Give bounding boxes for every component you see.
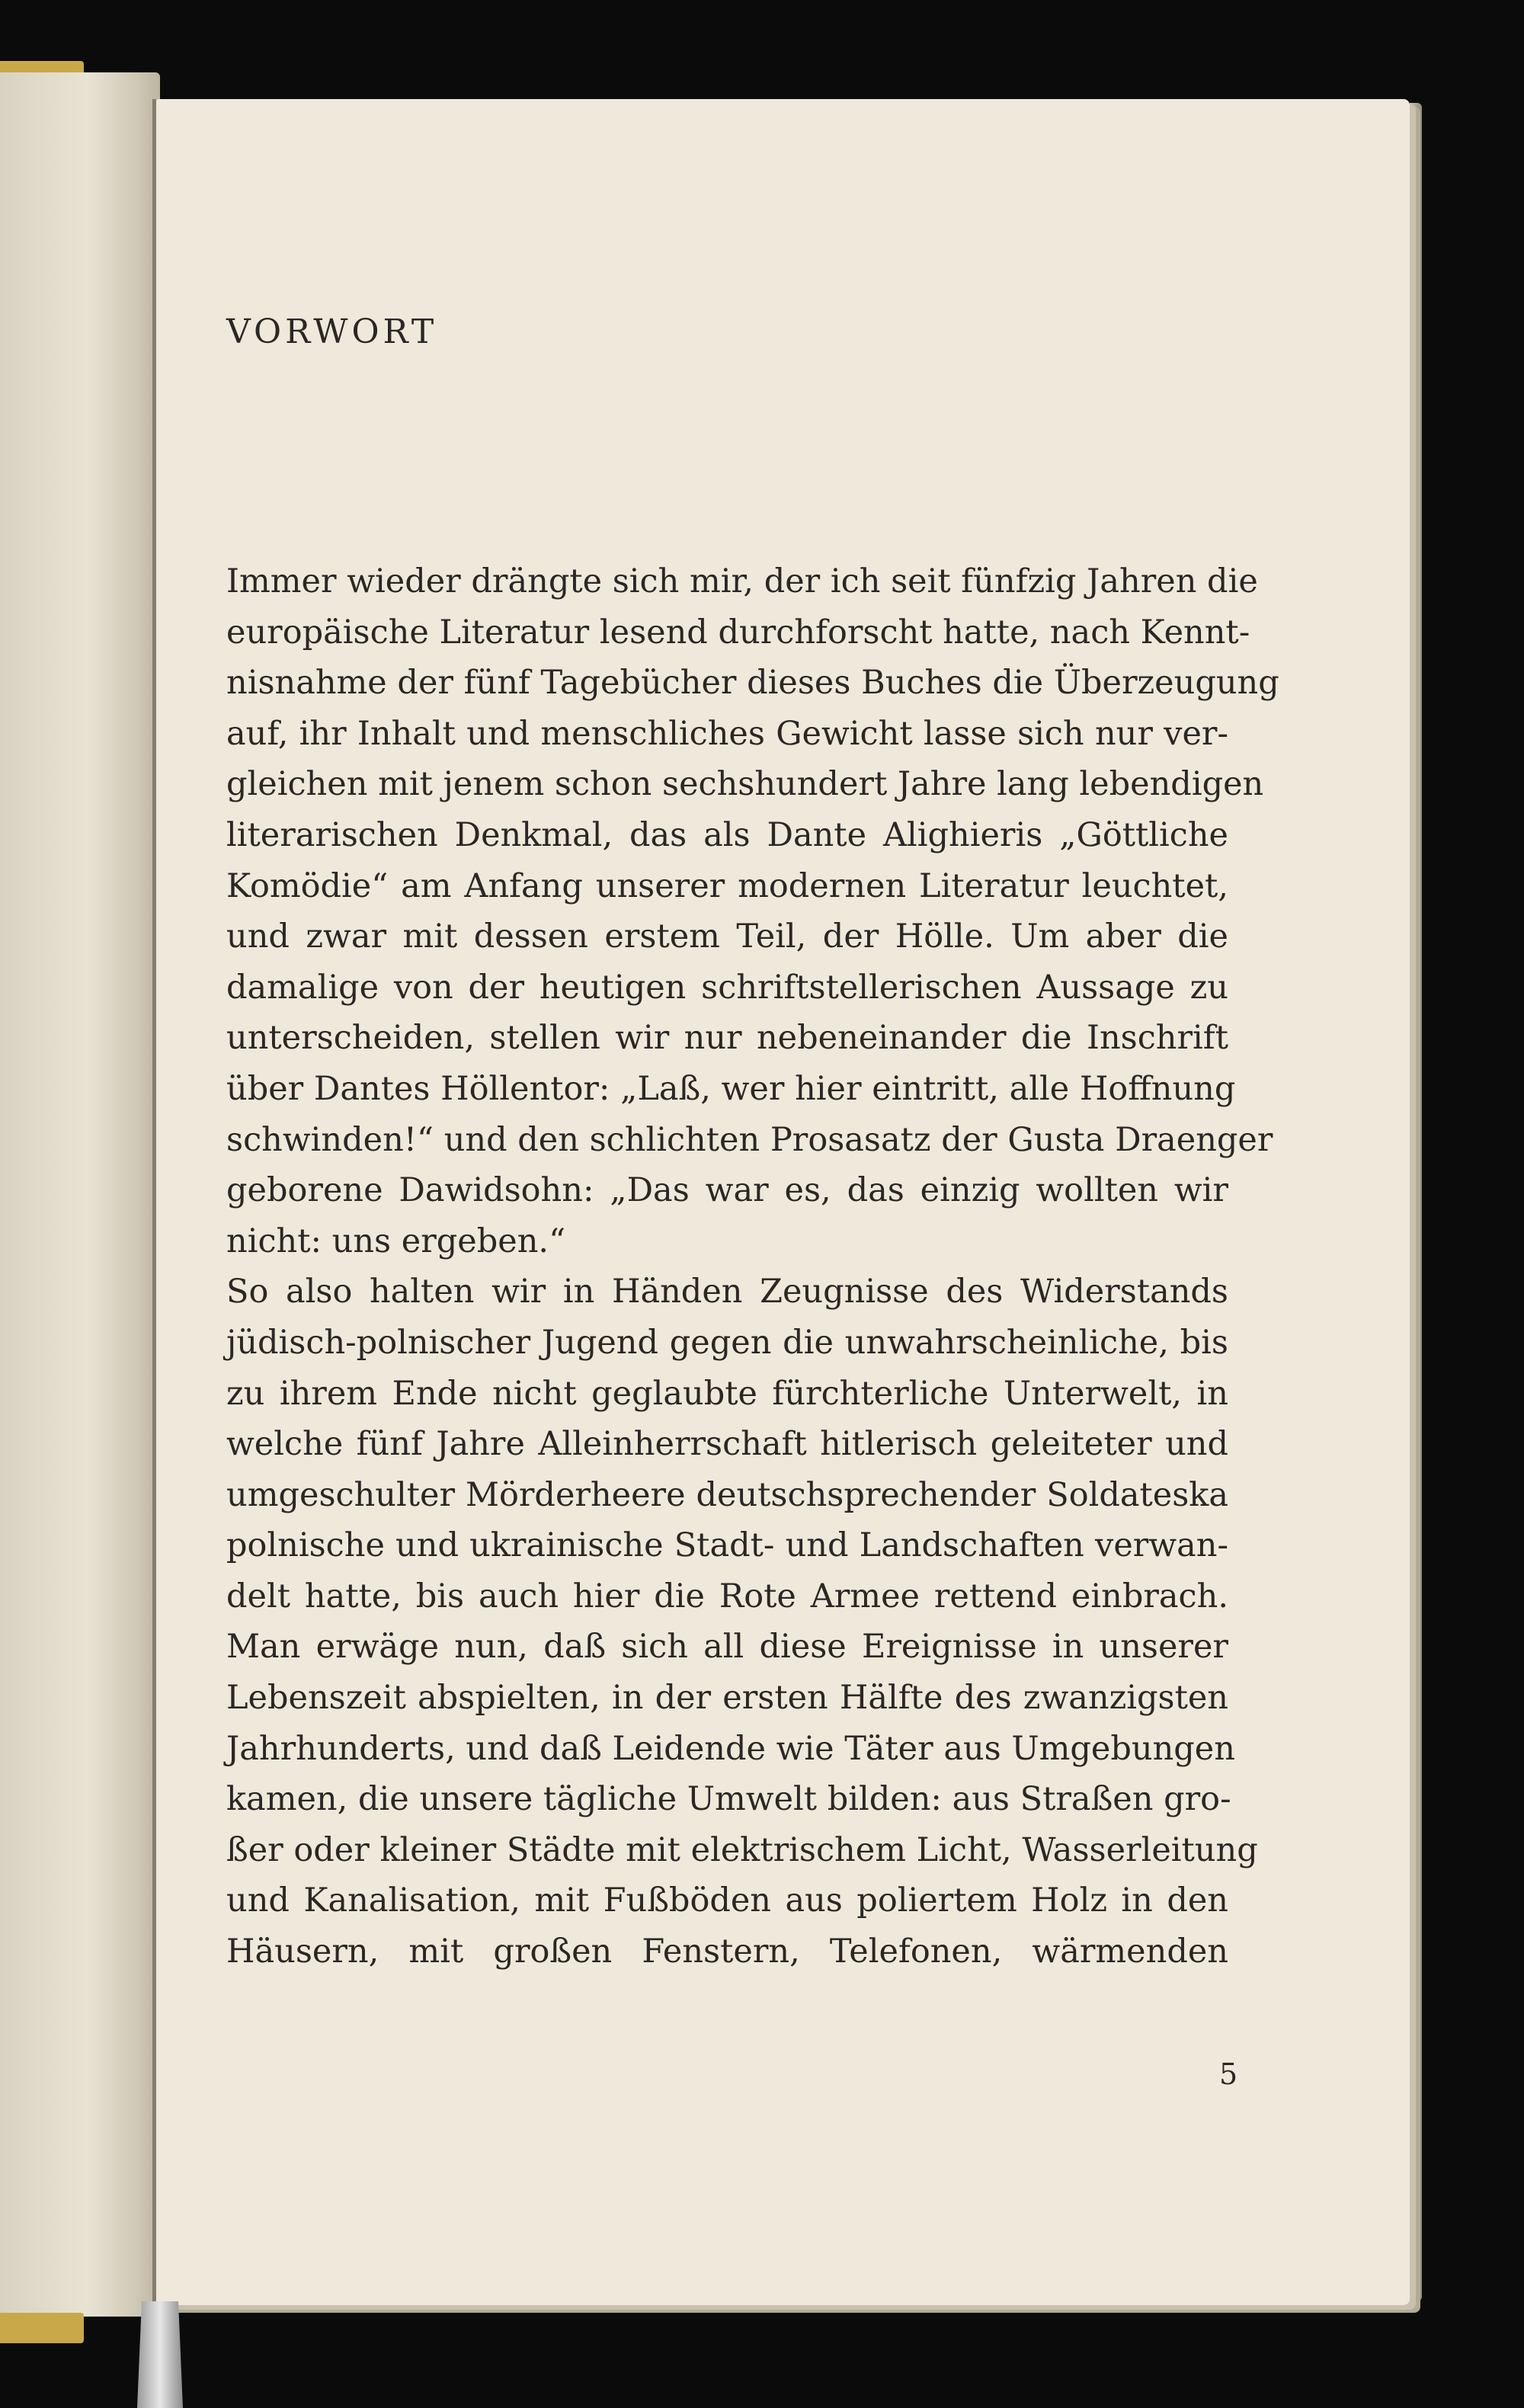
body-text bbox=[226, 556, 1279, 1977]
text-line: Lebenszeit abspielten, in der ersten Hälfte des zwanzigsten bbox=[226, 1679, 1228, 1718]
text-line: und Kanalisation, mit Fußböden aus poliertem Holz in den bbox=[226, 1881, 1228, 1920]
page-number: 5 bbox=[1219, 2057, 1238, 2091]
text-line: damalige von der heutigen schriftstellerischen Aussage zu bbox=[226, 968, 1228, 1007]
text-line: ßer oder kleiner Städte mit elektrischem Licht, Wasserleitung bbox=[226, 1830, 1258, 1869]
chapter-heading: VORWORT bbox=[226, 312, 438, 351]
text-line: delt hatte, bis auch hier die Rote Armee rettend einbrach. bbox=[226, 1577, 1228, 1615]
text-line: Immer wieder drängte sich mir, der ich seit fünfzig Jahren die bbox=[226, 562, 1258, 600]
text-line: nicht: uns ergeben.“ bbox=[226, 1222, 566, 1260]
text-line: welche fünf Jahre Alleinherrschaft hitlerisch geleiteter und bbox=[226, 1425, 1228, 1464]
text-line: umgeschulter Mörderheere deutschsprechender Soldateska bbox=[226, 1475, 1228, 1514]
text-line: schwinden!“ und den schlichten Prosasatz der Gusta Draenger bbox=[226, 1120, 1273, 1159]
text-line: europäische Literatur lesend durchforscht hatte, nach Kennt- bbox=[226, 613, 1250, 652]
book-cover-edge-bottom bbox=[0, 2313, 84, 2343]
text-line: Man erwäge nun, daß sich all diese Ereignisse in unserer bbox=[226, 1628, 1228, 1667]
text-line: Jahrhunderts, und daß Leidende wie Täter aus Umgebungen bbox=[226, 1729, 1235, 1768]
text-line: gleichen mit jenem schon sechshundert Jahre lang lebendigen bbox=[226, 765, 1264, 804]
text-line: Komödie“ am Anfang unserer modernen Literatur leuchtet, bbox=[226, 866, 1228, 905]
text-line: geborene Dawidsohn: „Das war es, das einzig wollten wir bbox=[226, 1171, 1228, 1210]
text-line: kamen, die unsere tägliche Umwelt bilden: aus Straßen gro- bbox=[226, 1780, 1231, 1819]
left-page-edge bbox=[0, 72, 160, 2317]
text-line: und zwar mit dessen erstem Teil, der Hölle. Um aber die bbox=[226, 917, 1228, 956]
text-line: literarischen Denkmal, das als Dante Alighieris „Göttliche bbox=[226, 815, 1228, 854]
text-line: auf, ihr Inhalt und menschliches Gewicht lasse sich nur ver- bbox=[226, 714, 1228, 753]
book-page bbox=[156, 99, 1410, 2305]
bookmark-ribbon bbox=[137, 2301, 183, 2408]
text-line: über Dantes Höllentor: „Laß, wer hier eintritt, alle Hoffnung bbox=[226, 1069, 1236, 1108]
page-stack-edge bbox=[1410, 103, 1422, 2301]
text-line: nisnahme der fünf Tagebücher dieses Buches die Überzeugung bbox=[226, 664, 1279, 703]
text-line: Häusern, mit großen Fenstern, Telefonen, wärmenden bbox=[226, 1932, 1228, 1971]
text-line: zu ihrem Ende nicht geglaubte fürchterliche Unterwelt, in bbox=[226, 1374, 1228, 1413]
text-line: So also halten wir in Händen Zeugnisse des Widerstands bbox=[226, 1273, 1228, 1311]
text-line: polnische und ukrainische Stadt- und Landschaften verwan- bbox=[226, 1526, 1228, 1565]
text-line: jüdisch-polnischer Jugend gegen die unwahrscheinliche, bis bbox=[226, 1323, 1228, 1362]
text-line: unterscheiden, stellen wir nur nebeneinander die Inschrift bbox=[226, 1019, 1228, 1058]
